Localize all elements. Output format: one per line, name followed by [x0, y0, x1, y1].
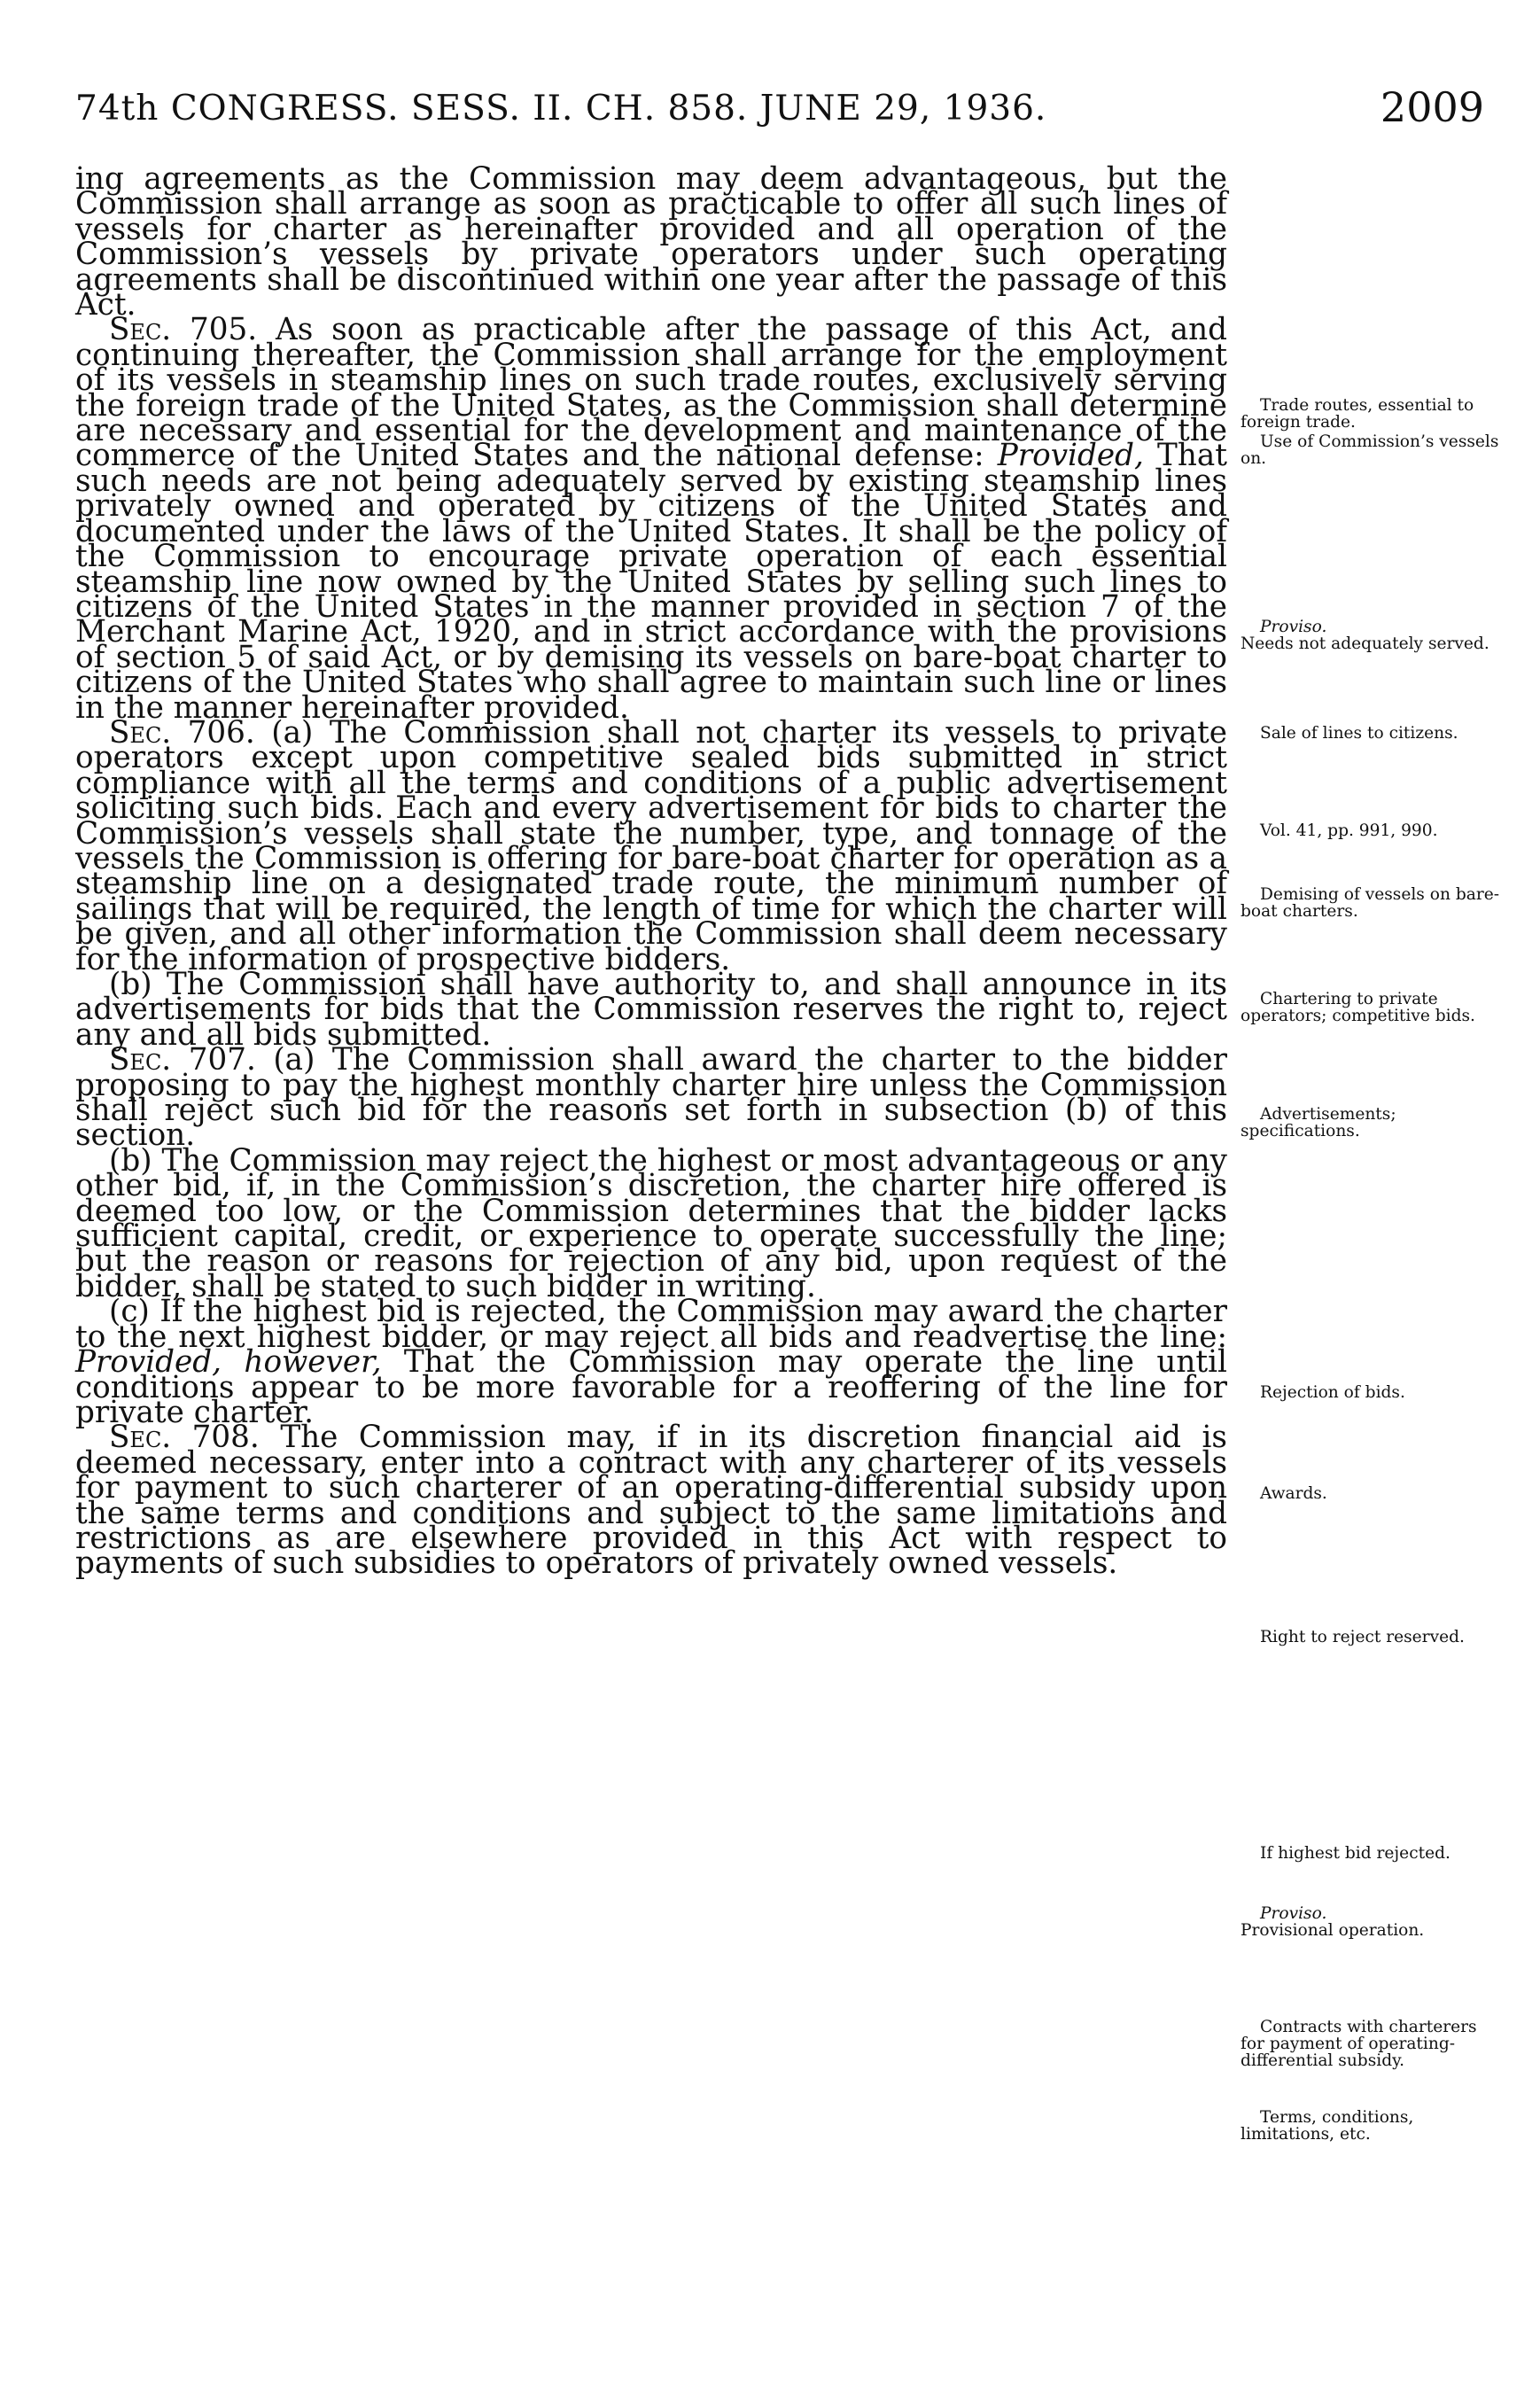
margin-note: Trade routes, essential to foreign trade. [1241, 396, 1474, 432]
margin-note: Advertisements; specifications. [1241, 1105, 1396, 1140]
proviso-label: Proviso. [1260, 618, 1327, 636]
section-706-a [75, 714, 1227, 977]
section-707-c-text-b: That the Commission may operate the line until conditions appear to be more favorable for a reoffering of the line for private charter. [75, 1344, 1227, 1430]
proviso-term: Provided, however, [75, 1344, 382, 1381]
section-707-c [75, 1294, 1227, 1430]
proviso-label: Proviso. [1260, 1904, 1327, 1923]
main-text [75, 161, 1227, 1582]
section-label: Sec. 706. [109, 714, 255, 751]
section-707-b: (b) The Commission may reject the highest or most advantageous or any other bid, if, in the Commission’s discretion, the charter hire offered is deemed too low, or the Commission determines that the bidder lacks sufficient capital, credit, or experience to operate successfully the line; but the reason or reasons for rejection of any bid, upon request of the bidder, shall be stated to such bidder in writing. [75, 1142, 1227, 1304]
section-707-c-text-a: (c) If the highest bid is rejected, the Commission may award the charter to the next highest bidder, or may reject all bids and readvertise the line: [75, 1294, 1227, 1355]
section-705 [75, 312, 1227, 726]
section-706-a-text: (a) The Commission shall not charter its vessels to private operators except upon competitive sealed bids submitted in strict compliance with all the terms and conditions of a public advertisement soliciting such bids. Each and every advertisement for bids to charter the Commission’s vessels shall state the number, type, and tonnage of the vessels the Commission is offering for bare-boat charter for operation as a steamship line on a designated trade route, the minimum number of sailings that will be required, the length of time for which the charter will be given, and all other information the Commission shall deem necessary for the information of prospective bidders. [75, 714, 1227, 977]
page-number: 2009 [1380, 83, 1484, 131]
section-label: Sec. 705. [109, 312, 258, 348]
margin-note: Terms, conditions, limitations, etc. [1241, 2108, 1414, 2144]
section-707-a-text: (a) The Commission shall award the charter to the bidder proposing to pay the highest monthly charter hire unless the Commission shall reject such bid for the reasons set forth in subsection (b) of this section. [75, 1042, 1227, 1154]
section-708-text: The Commission may, if in its discretion financial aid is deemed necessary, enter into a contract with any charterer of its vessels for payment to such charterer of an operating-differential subsidy upon the same terms and conditions and subject to the same limitations and restrictions as are elsewhere provided in this Act with respect to payments of such subsidies to operators of privately owned vessels. [75, 1420, 1227, 1582]
margin-note: Use of Commission’s vessels on. [1241, 432, 1499, 468]
margin-note: Vol. 41, pp. 991, 990. [1260, 821, 1438, 840]
margin-note: Chartering to private operators; competitive bids. [1241, 990, 1475, 1025]
section-705-text-b: That such needs are not being adequately served by existing steamship lines privately owned and operated by citizens of the United States and documented under the laws of the United States. It shall be the policy of the Commission to encourage private operation of each essential steamship line now owned by the United States by selling such lines to citizens of the United States in the manner provided in section 7 of the Merchant Marine Act, 1920, and in strict accordance with the provisions of section 5 of said Act, or by demising its vessels on bare-boat charter to citizens of the United States who shall agree to maintain such line or lines in the manner hereinafter provided. [75, 438, 1227, 726]
margin-note: Rejection of bids. [1260, 1383, 1405, 1402]
margin-note: Demising of vessels on bare-boat charters. [1241, 885, 1499, 921]
margin-note-text: Provisional operation. [1241, 1921, 1425, 1940]
margin-note: If highest bid rejected. [1260, 1844, 1451, 1863]
margin-note: Awards. [1260, 1484, 1327, 1503]
margin-note [1241, 619, 1502, 652]
section-708 [75, 1420, 1227, 1582]
section-label: Sec. 707. [109, 1042, 256, 1078]
section-706-b: (b) The Commission shall have authority to, and shall announce in its advertisements for bids that the Commission reserves the right to, reject any and all bids submitted. [75, 967, 1227, 1053]
proviso-term: Provided, [997, 438, 1144, 474]
section-label: Sec. 708. [109, 1420, 260, 1456]
margin-note [1241, 1905, 1502, 1939]
margin-note: Contracts with charterers for payment of operating-differential subsidy. [1241, 2018, 1477, 2070]
section-707-a [75, 1042, 1227, 1154]
paragraph-continuation: ing agreements as the Commission may deem advantageous, but the Commission shall arrange as soon as practicable to offer all such lines of vessels for charter as hereinafter provided and all operation of the Commission’s vessels by private operators under such operating agreements shall be discontinued within one year after the passage of this Act. [75, 161, 1227, 323]
section-705-text-a: As soon as practicable after the passage of this Act, and continuing thereafter, the Commission shall arrange for the employment of its vessels in steamship lines on such trade routes, exclusively serving the foreign trade of the United States, as the Commission shall determine are necessary and essential for the development and maintenance of the commerce of the United States and the national defense: [75, 312, 1227, 474]
running-head: 74th CONGRESS. SESS. II. CH. 858. JUNE 29, 1936. [75, 89, 1047, 128]
page-header [75, 83, 1484, 142]
margin-note-text: Needs not adequately served. [1241, 634, 1489, 653]
margin-note: Sale of lines to citizens. [1260, 724, 1458, 743]
margin-note: Right to reject reserved. [1260, 1628, 1465, 1646]
